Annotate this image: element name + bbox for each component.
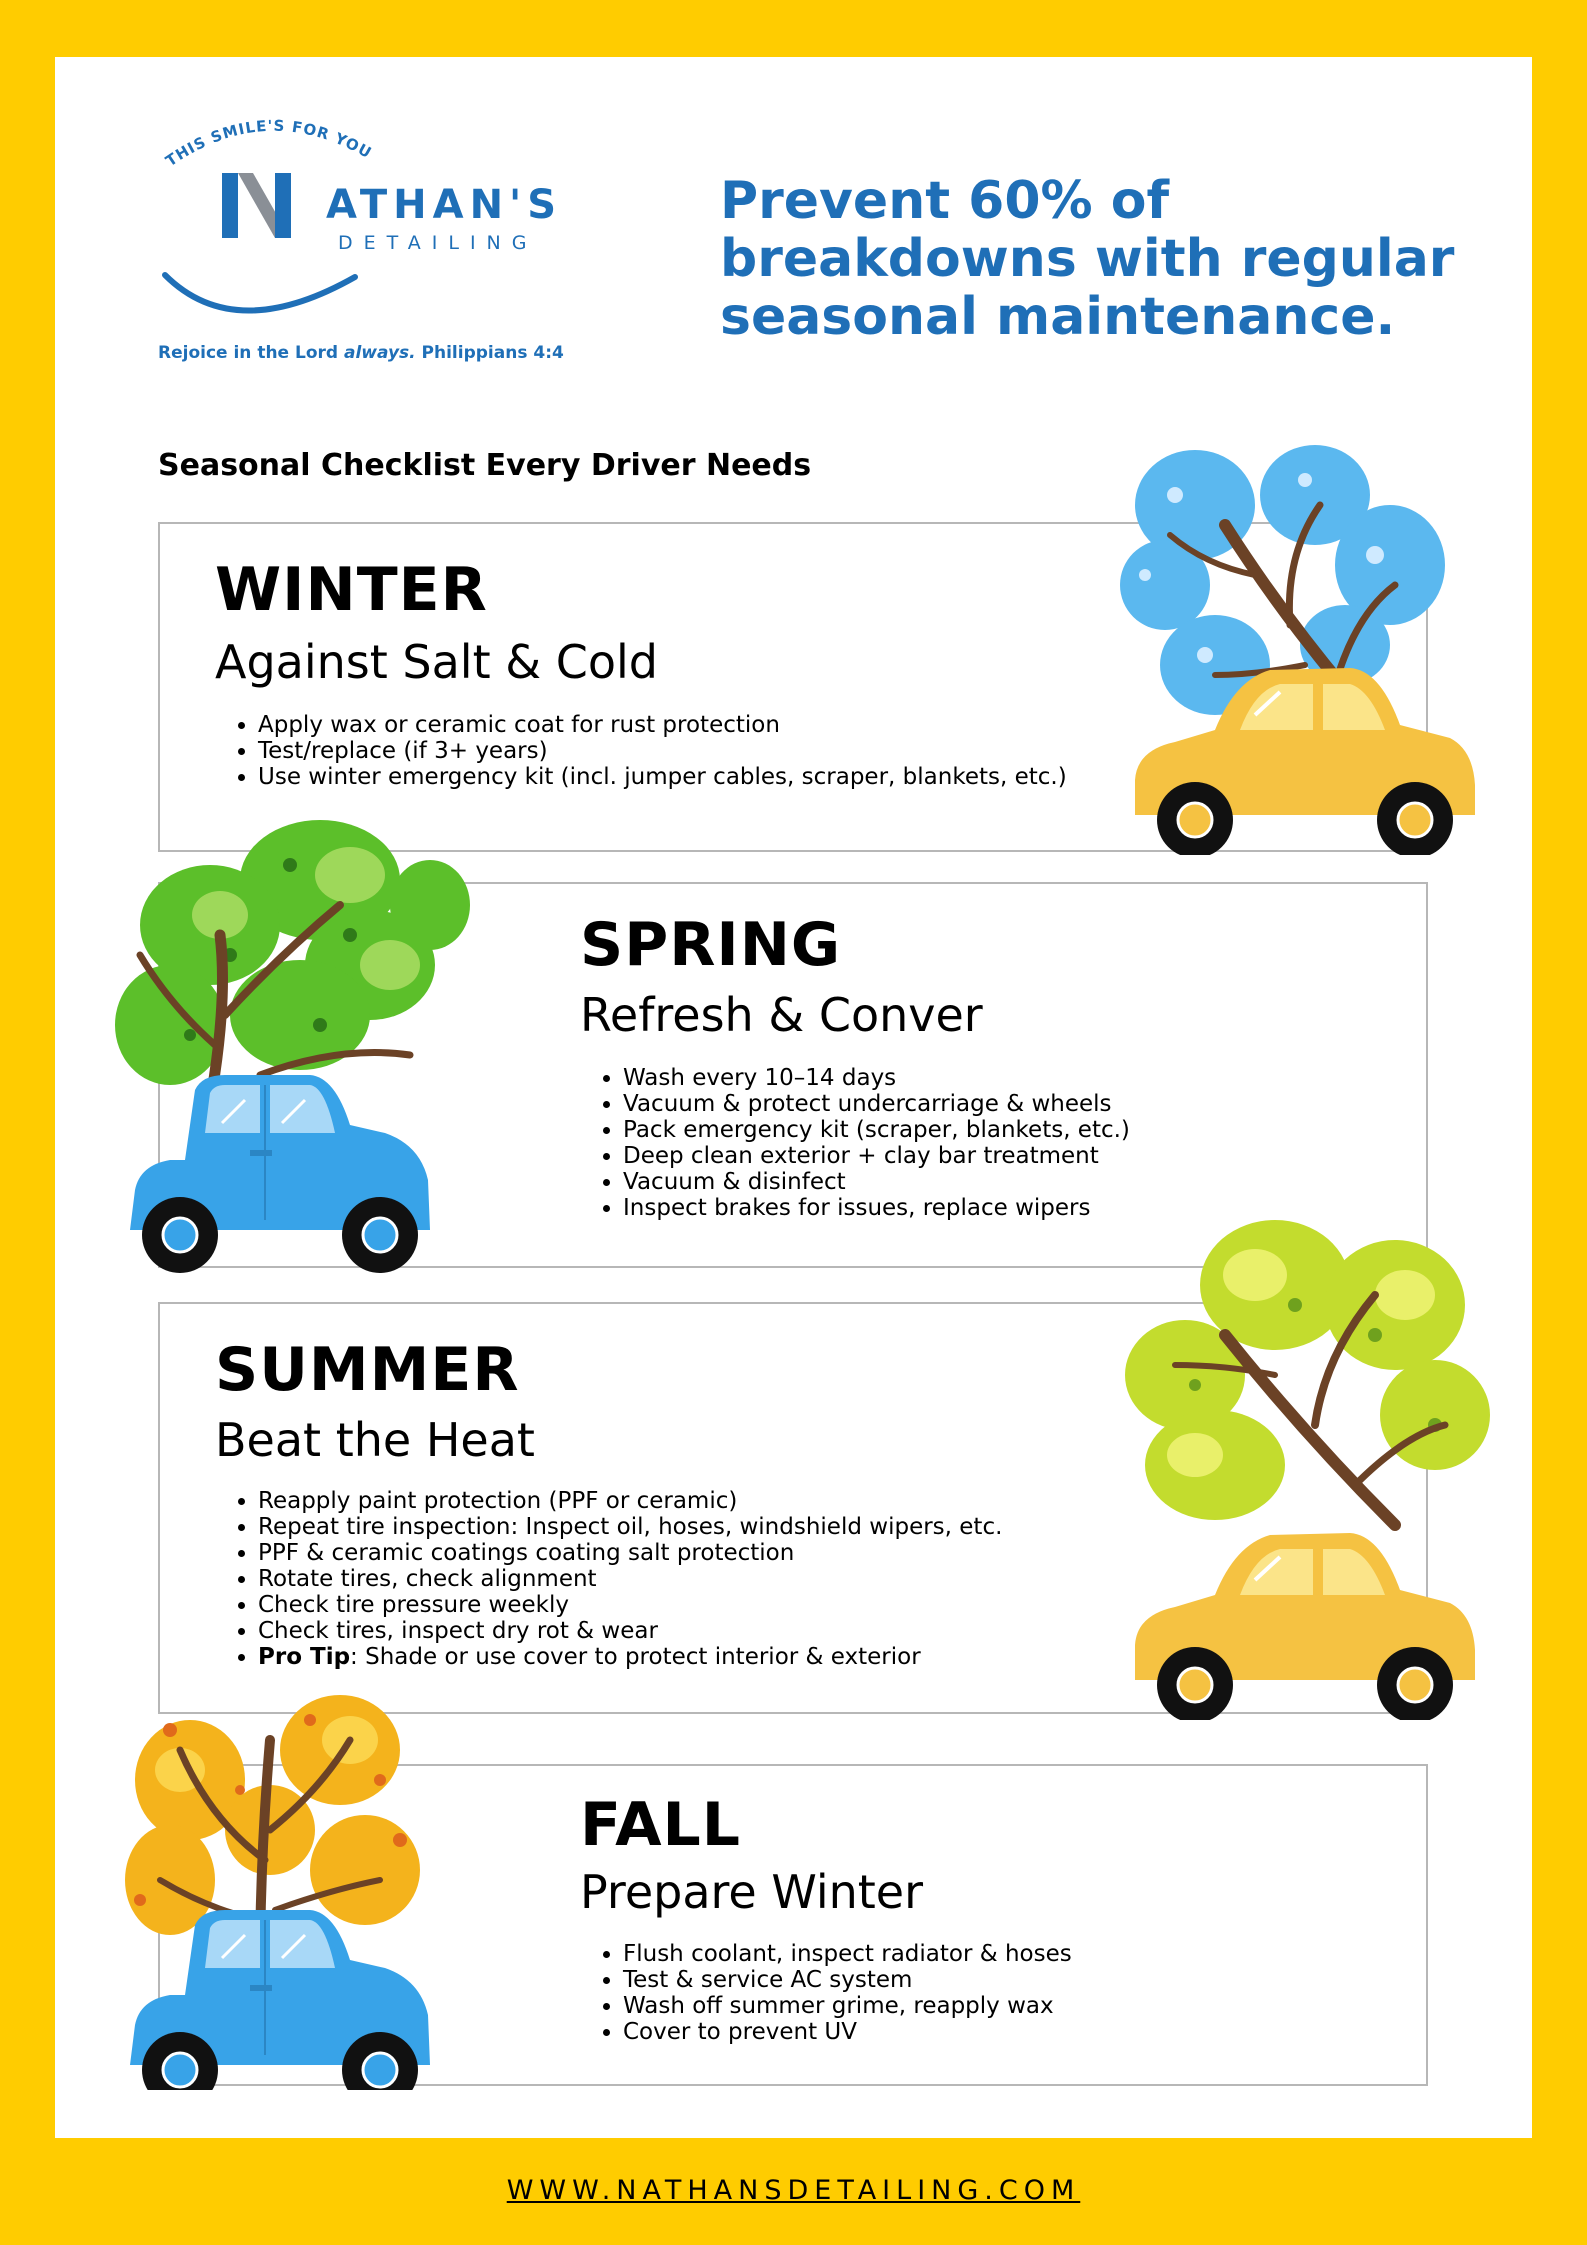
- brand-logo: [150, 105, 620, 375]
- fall-car-tree-illustration: [110, 1680, 470, 2090]
- season-name-winter: WINTER: [215, 555, 488, 625]
- list-item: • Wash every 10–14 days: [623, 1065, 1130, 1091]
- website-link[interactable]: WWW.NATHANSDETAILING.COM: [506, 2175, 1081, 2206]
- list-item: • Apply wax or ceramic coat for rust protection: [258, 712, 1067, 738]
- winter-car-tree-illustration: [1105, 435, 1505, 855]
- list-item: • Rotate tires, check alignment: [258, 1566, 1002, 1592]
- season-subtitle-fall: Prepare Winter: [580, 1865, 924, 1919]
- list-item: • Check tire pressure weekly: [258, 1592, 1002, 1618]
- list-item: • Vacuum & protect undercarriage & wheels: [623, 1091, 1130, 1117]
- list-item-pro-tip: [258, 1644, 1002, 1670]
- list-item: • Repeat tire inspection: Inspect oil, hoses, windshield wipers, etc.: [258, 1514, 1002, 1540]
- checklist-fall: [583, 1941, 1072, 2045]
- logo-verse: Rejoice in the Lord always. Philippians 4:4: [158, 343, 564, 363]
- season-subtitle-spring: Refresh & Conver: [580, 988, 983, 1042]
- pro-tip-text: : Shade or use cover to protect interior & exterior: [350, 1644, 921, 1670]
- season-subtitle-winter: Against Salt & Cold: [215, 635, 658, 689]
- tagline: Prevent 60% of breakdowns with regular seasonal maintenance.: [720, 171, 1455, 347]
- season-name-summer: SUMMER: [215, 1335, 520, 1405]
- list-item: • Inspect brakes for issues, replace wipers: [623, 1195, 1130, 1221]
- list-item: • Wash off summer grime, reapply wax: [623, 1993, 1072, 2019]
- list-item: • Reapply paint protection (PPF or ceramic): [258, 1488, 1002, 1514]
- list-item: • PPF & ceramic coatings coating salt protection: [258, 1540, 1002, 1566]
- list-item: • Test/replace (if 3+ years): [258, 738, 1067, 764]
- season-name-spring: SPRING: [580, 910, 842, 980]
- spring-car-tree-illustration: [110, 815, 470, 1275]
- logo-name: ATHAN'S: [326, 182, 563, 228]
- smile-icon: [165, 275, 355, 311]
- list-item: • Cover to prevent UV: [623, 2019, 1072, 2045]
- season-subtitle-summer: Beat the Heat: [215, 1413, 535, 1467]
- list-item: • Test & service AC system: [623, 1967, 1072, 1993]
- checklist-summer: [218, 1488, 1002, 1670]
- logo-subname: DETAILING: [338, 232, 538, 254]
- checklist-spring: [583, 1065, 1130, 1221]
- logo-arc-text: THIS SMILE'S FOR YOU: [162, 116, 376, 171]
- checklist-winter: [218, 712, 1067, 790]
- list-item: • Vacuum & disinfect: [623, 1169, 1130, 1195]
- list-item: • Deep clean exterior + clay bar treatment: [623, 1143, 1130, 1169]
- list-item: • Pack emergency kit (scraper, blankets, etc.): [623, 1117, 1130, 1143]
- pro-tip-label: Pro Tip: [258, 1644, 351, 1670]
- list-item: • Flush coolant, inspect radiator & hoses: [623, 1941, 1072, 1967]
- list-item: • Use winter emergency kit (incl. jumper cables, scraper, blankets, etc.): [258, 764, 1067, 790]
- season-name-fall: FALL: [580, 1790, 742, 1860]
- summer-car-tree-illustration: [1105, 1215, 1505, 1720]
- list-item: • Check tires, inspect dry rot & wear: [258, 1618, 1002, 1644]
- section-heading: Seasonal Checklist Every Driver Needs: [158, 448, 812, 483]
